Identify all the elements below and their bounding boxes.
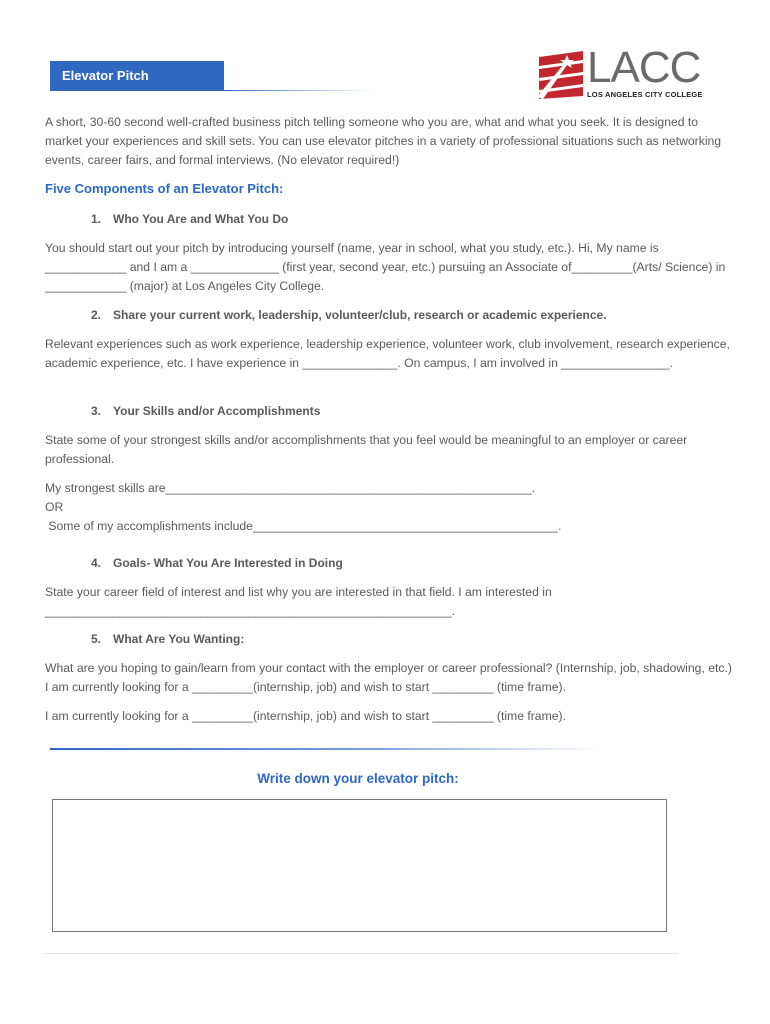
section-number: 5. [91, 632, 102, 646]
section-2-title [91, 308, 607, 322]
title-underline [224, 90, 374, 91]
bottom-rule [45, 953, 678, 954]
section-divider [50, 748, 600, 750]
page-title: Elevator Pitch [62, 68, 149, 83]
logo-subtitle: LOS ANGELES CITY COLLEGE [587, 90, 703, 99]
section-1-title [91, 212, 288, 226]
section-5-repeat-line: I am currently looking for a _________(internship, job) and wish to start _________ (time frame). [45, 709, 566, 723]
section-5-title [91, 632, 244, 646]
section-4-title [91, 556, 343, 570]
section-number: 3. [91, 404, 102, 418]
section-4-text: State your career field of interest and list why you are interested in that field. I am interested in ____________________________________________________________. [45, 585, 552, 619]
section-1-text: You should start out your pitch by introducing yourself (name, year in school, what you study, etc.). Hi, My name is ____________ and I am a _____________ (first year, second year, etc.) pursuing an Associate of_________(Arts/ Science) in ____________ (major) at Los Angeles City College. [45, 241, 726, 294]
section-3-or: OR [45, 500, 64, 514]
title-bar [50, 61, 224, 91]
section-3-skills-line: My strongest skills are______________________________________________________. [45, 481, 535, 495]
section-title-text: Goals- What You Are Interested in Doing [113, 556, 343, 570]
pitch-writing-box[interactable] [52, 799, 667, 932]
section-title-text: Share your current work, leadership, volunteer/club, research or academic experience. [113, 308, 607, 322]
section-3-title [91, 404, 320, 418]
components-heading: Five Components of an Elevator Pitch: [45, 181, 284, 196]
lacc-logo [537, 43, 707, 101]
section-title-text: Your Skills and/or Accomplishments [113, 404, 321, 418]
section-title-text: Who You Are and What You Do [113, 212, 289, 226]
section-number: 1. [91, 212, 102, 226]
logo-flag-icon [537, 51, 585, 99]
intro-paragraph: A short, 30-60 second well-crafted business pitch telling someone who you are, what and what you seek. It is designed to market your experiences and skill sets. You can use elevator pitches in a variety of professional situations such as networking events, career fairs, and formal interviews. (No elevator required!) [45, 115, 722, 168]
section-2-text: Relevant experiences such as work experience, leadership experience, volunteer work, club involvement, research experience, academic experience, etc. I have experience in ______________. On campus, I am involved in ________________. [45, 337, 730, 371]
section-number: 4. [91, 556, 102, 570]
section-5-text: What are you hoping to gain/learn from your contact with the employer or career professional? (Internship, job, shadowing, etc.) I am currently looking for a _________(internship, job) and wish to start _________ (time frame). [45, 661, 732, 695]
section-number: 2. [91, 308, 102, 322]
section-title-text: What Are You Wanting: [113, 632, 245, 646]
write-pitch-heading: Write down your elevator pitch: [257, 771, 459, 786]
logo-wordmark: LACC [587, 43, 701, 92]
section-3-accomplishments-line: Some of my accomplishments include_____________________________________________. [45, 519, 562, 533]
section-3-text: State some of your strongest skills and/or accomplishments that you feel would be meaningful to an employer or career professional. [45, 433, 688, 467]
